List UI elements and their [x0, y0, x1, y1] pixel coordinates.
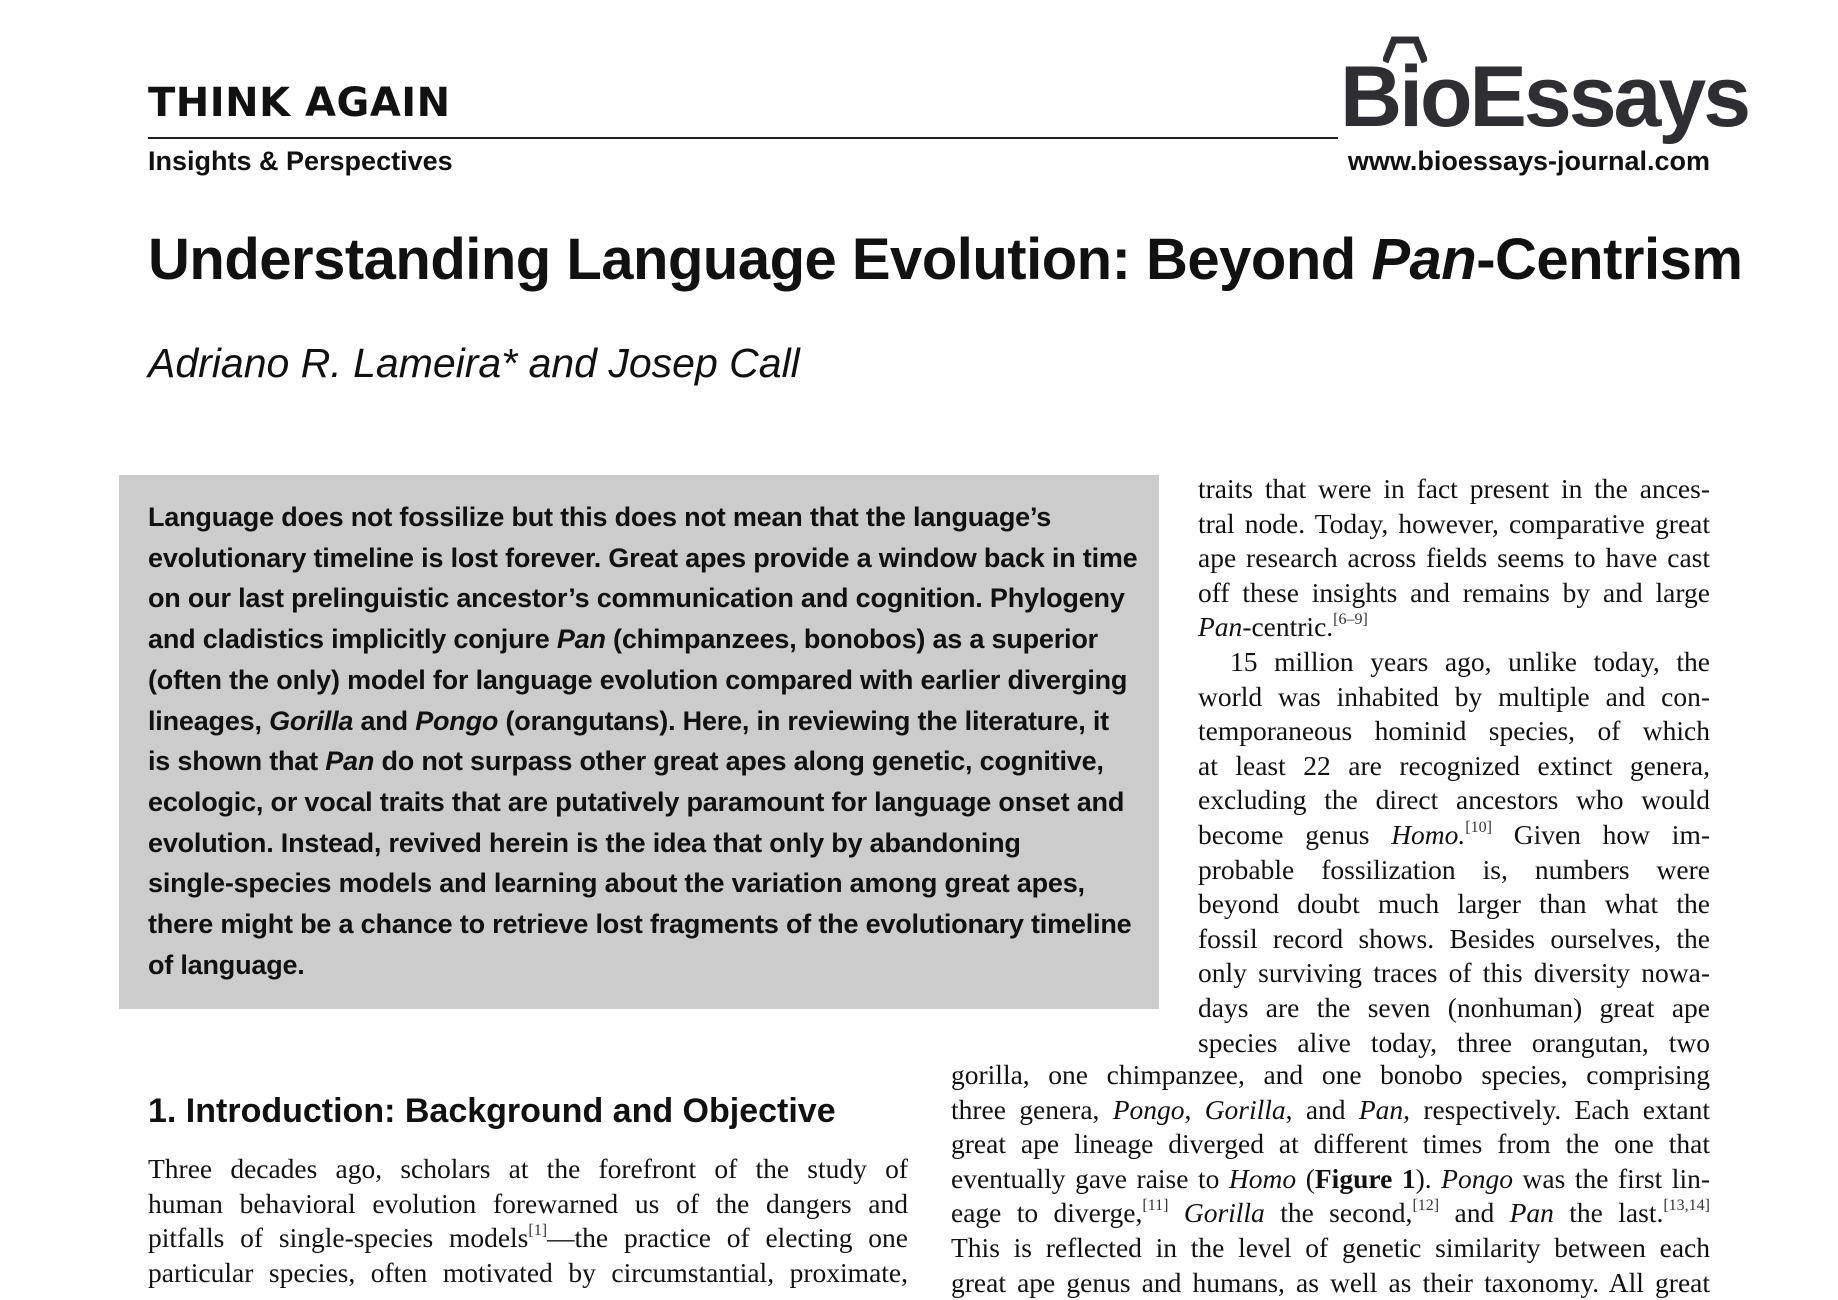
right-col-line: world was inhabited by multiple and con- [1198, 680, 1710, 712]
journal-logo-text: BioEssays [1340, 49, 1749, 145]
right-column [1198, 472, 1710, 1060]
figure-1-link[interactable]: Figure 1 [1314, 1162, 1416, 1194]
abstract-line [148, 497, 1148, 538]
abstract-text-run: evolutionary timeline is lost forever. Great apes provide a window back in time [148, 542, 1138, 573]
right-col-line: fossil record shows. Besides ourselves, the [1198, 922, 1710, 954]
abstract-text-run: do not surpass other great apes along genetic, cognitive, [374, 746, 1104, 777]
header-rule [148, 137, 1338, 139]
journal-url[interactable]: www.bioessays-journal.com [1347, 146, 1710, 176]
text-run: , [1184, 1093, 1205, 1125]
pan-italic: Pan [1198, 611, 1243, 643]
title-part-2: -Centrism [1476, 227, 1743, 292]
subsection-label: Insights & Perspectives [148, 146, 453, 176]
abstract-text-run: (often the only) model for language evolution compared with earlier diverging [148, 664, 1128, 695]
text-run: pitfalls of single-species models [148, 1222, 529, 1254]
abstract-line [148, 619, 1148, 660]
abstract-text-run: ecologic, or vocal traits that are putatively paramount for language onset and [148, 786, 1125, 817]
lower-right-text [951, 1058, 1710, 1300]
right-col-line: temporaneous hominid species, of which [1198, 715, 1710, 747]
right-col-line: off these insights and remains by and large [1198, 576, 1710, 608]
abstract-line [148, 660, 1148, 701]
right-col-line [1198, 818, 1710, 853]
text-run: —the practice of electing one [547, 1222, 909, 1254]
abstract-text-run: (orangutans). Here, in reviewing the literature, it [498, 705, 1109, 736]
right-col-line: beyond doubt much larger than what the [1198, 888, 1710, 920]
abstract-line [148, 904, 1148, 945]
right-col-line: species alive today, three orangutan, two [1198, 1026, 1710, 1058]
homo-line-start: become genus [1198, 818, 1392, 850]
abstract-text-run: is shown that [148, 746, 326, 777]
abstract-line [148, 782, 1148, 823]
body-line: This is reflected in the level of genetic similarity between each [951, 1231, 1710, 1263]
introduction-text [148, 1152, 908, 1290]
abstract-line [148, 701, 1148, 742]
genus-gorilla: Gorilla [1204, 1093, 1286, 1125]
pan-centric-text: -centric. [1242, 611, 1334, 643]
body-line: great ape genus and humans, as well as their taxonomy. All great [951, 1266, 1710, 1298]
abstract-line [148, 741, 1148, 782]
genus-gorilla: Gorilla [1183, 1197, 1265, 1229]
abstract-text-run: and [353, 705, 416, 736]
text-run: the second, [1280, 1197, 1413, 1229]
reference-link[interactable]: [10] [1465, 818, 1492, 836]
body-line [951, 1162, 1710, 1197]
right-col-line: excluding the direct ancestors who would [1198, 784, 1710, 816]
body-line [951, 1196, 1710, 1231]
text-run: and [1454, 1197, 1510, 1229]
text-run: ( [1305, 1162, 1315, 1194]
section-label: THINK AGAIN [148, 80, 451, 126]
genus-pan: Pan [1509, 1197, 1554, 1229]
right-col-line: traits that were in fact present in the ances- [1198, 473, 1710, 504]
abstract-italic-term: Pan [556, 624, 606, 655]
text-run: eventually gave raise to [951, 1162, 1229, 1194]
abstract-text [148, 497, 1148, 985]
reference-link[interactable]: [6–9] [1333, 611, 1368, 629]
abstract-text-run: there might be a chance to retrieve lost fragments of the evolutionary timeline [148, 909, 1132, 940]
right-col-line: days are the seven (nonhuman) great ape [1198, 991, 1710, 1023]
right-col-line [1198, 610, 1710, 645]
introduction-heading: 1. Introduction: Background and Objective [148, 1092, 836, 1130]
body-line [951, 1093, 1710, 1128]
abstract-text-run: lineages, [148, 705, 270, 736]
abstract-line [148, 945, 1148, 986]
abstract-text-run: Language does not fossilize but this does not mean that the language’s [148, 502, 1052, 532]
text-run: ). [1415, 1162, 1442, 1194]
right-col-line: 15 million years ago, unlike today, the [1230, 645, 1710, 677]
body-line [148, 1221, 908, 1256]
abstract-italic-term: Pongo [415, 705, 499, 736]
title-italic: Pan [1371, 227, 1477, 292]
abstract-italic-term: Pan [325, 746, 375, 777]
right-col-line: probable fossilization is, numbers were [1198, 853, 1710, 885]
journal-logo [1340, 34, 1749, 145]
reference-link[interactable]: [13,14] [1663, 1197, 1710, 1215]
text-run: , respectively. Each extant [1403, 1093, 1710, 1125]
homo-italic: Homo. [1391, 818, 1466, 850]
text-run: eage to diverge, [951, 1197, 1143, 1229]
reference-link[interactable]: [1] [528, 1222, 548, 1240]
abstract-italic-term: Gorilla [269, 705, 354, 736]
abstract-line [148, 863, 1148, 904]
abstract-text-run: on our last prelinguistic ancestor’s communication and cognition. Phylogeny [148, 583, 1125, 614]
abstract-text-run: of language. [148, 949, 305, 980]
body-line: human behavioral evolution forewarned us of the dangers and [148, 1187, 908, 1219]
body-line: Three decades ago, scholars at the forefront of the study of [148, 1153, 908, 1184]
body-line: gorilla, one chimpanzee, and one bonobo species, comprising [951, 1059, 1710, 1090]
genus-homo: Homo [1228, 1162, 1297, 1194]
abstract-text-run: (chimpanzees, bonobos) as a superior [605, 624, 1098, 655]
abstract-line [148, 578, 1148, 619]
text-run: the last. [1569, 1197, 1664, 1229]
body-line: great ape lineage diverged at different times from the one that [951, 1128, 1710, 1160]
abstract-text-run: single-species models and learning about the variation among great apes, [148, 868, 1085, 899]
right-col-line: only surviving traces of this diversity nowa- [1198, 957, 1710, 989]
article-authors: Adriano R. Lameira* and Josep Call [148, 340, 800, 386]
text-run: , and [1285, 1093, 1359, 1125]
article-title [148, 226, 1742, 293]
abstract-text-run: evolution. Instead, revived herein is the idea that only by abandoning [148, 827, 1021, 858]
right-col-line: at least 22 are recognized extinct genera, [1198, 749, 1710, 781]
right-col-line: ape research across fields seems to have cast [1198, 542, 1710, 574]
title-part-1: Understanding Language Evolution: Beyond [148, 227, 1372, 292]
genus-pan: Pan [1358, 1093, 1404, 1125]
abstract-text-run: and cladistics implicitly conjure [148, 624, 557, 655]
abstract-box [119, 475, 1159, 1009]
body-line: particular species, often motivated by circumstantial, proximate, [148, 1256, 908, 1288]
reference-link[interactable]: [12] [1412, 1197, 1440, 1215]
text-run: three genera, [951, 1093, 1113, 1125]
text-run: was the first lin- [1522, 1162, 1710, 1194]
genus-pongo: Pongo [1112, 1093, 1185, 1125]
right-col-line: tral node. Today, however, comparative great [1198, 507, 1710, 539]
abstract-line [148, 823, 1148, 864]
abstract-line [148, 538, 1148, 579]
genus-pongo: Pongo [1441, 1162, 1513, 1194]
homo-line-end: Given how im- [1513, 818, 1710, 850]
reference-link[interactable]: [11] [1142, 1197, 1169, 1215]
